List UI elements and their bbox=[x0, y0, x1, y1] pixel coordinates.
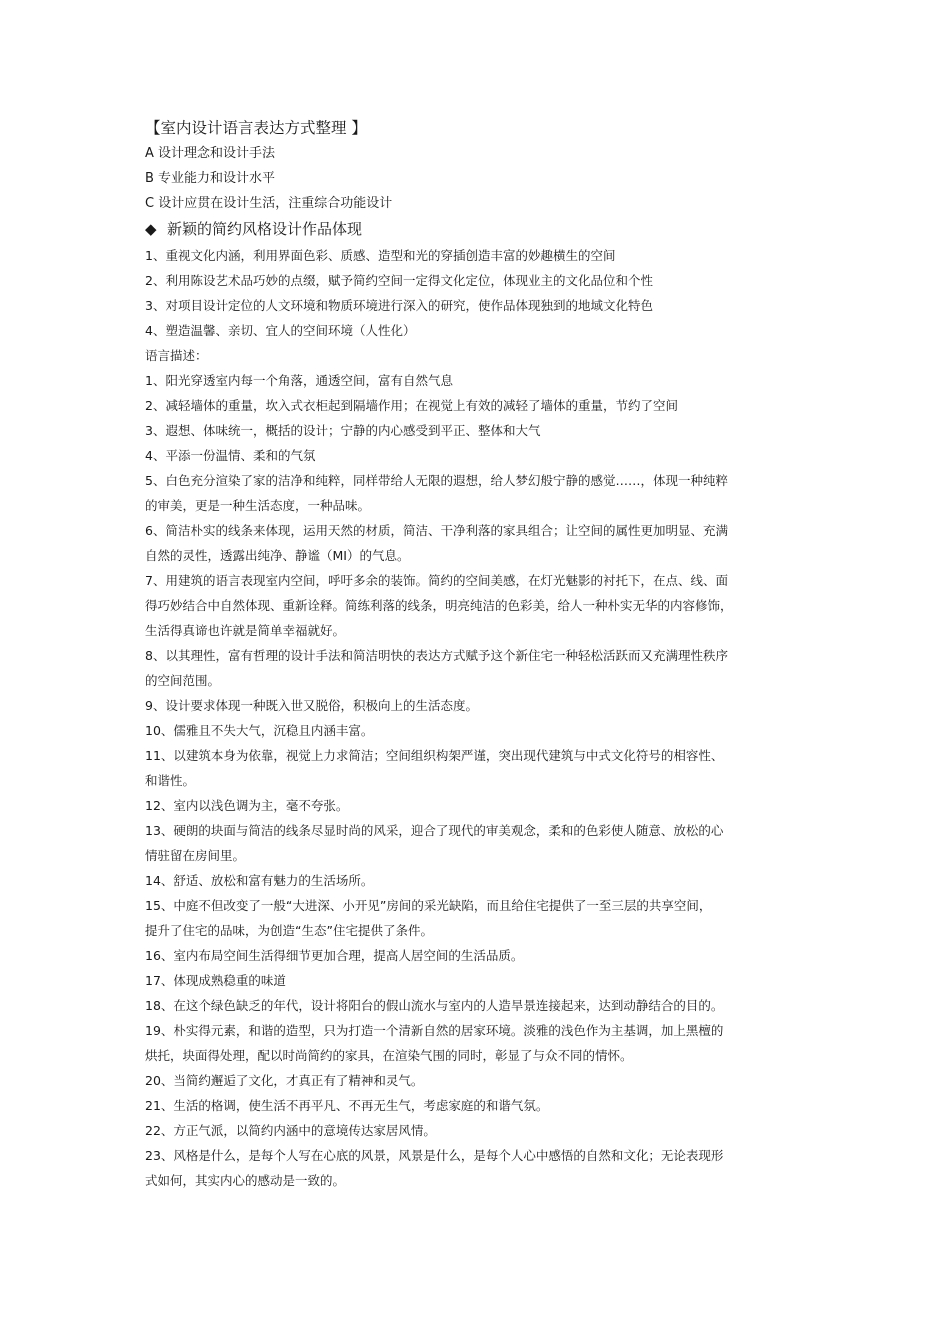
description-line: 式如何，其实内心的感动是一致的。 bbox=[145, 1173, 346, 1188]
description-line: 10、儒雅且不失大气，沉稳且内涵丰富。 bbox=[145, 723, 374, 738]
intro-item-a: A 设计理念和设计手法 bbox=[145, 146, 276, 161]
description-line: 9、设计要求体现一种既入世又脱俗，积极向上的生活态度。 bbox=[145, 698, 478, 713]
description-line: 提升了住宅的品味，为创造“生态”住宅提供了条件。 bbox=[145, 923, 433, 938]
description-line: 6、简洁朴实的线条来体现，运用天然的材质，简洁、干净利落的家具组合；让空间的属性更加明显、充满 bbox=[145, 523, 728, 538]
intro-list bbox=[145, 143, 815, 215]
description-line: 22、方正气派，以简约内涵中的意境传达家居风情。 bbox=[145, 1123, 436, 1138]
description-line: 自然的灵性，透露出纯净、静谧（MI）的气息。 bbox=[145, 548, 410, 563]
description-line: 1、阳光穿透室内每一个角落，通透空间，富有自然气息 bbox=[145, 373, 453, 388]
description-line: 23、风格是什么，是每个人写在心底的风景，风景是什么，是每个人心中感悟的自然和文化；无论表现形 bbox=[145, 1148, 724, 1163]
description-line: 18、在这个绿色缺乏的年代，设计将阳台的假山流水与室内的人造旱景连接起来，达到动静结合的目的。 bbox=[145, 998, 724, 1013]
section-point: 1、重视文化内涵，利用界面色彩、质感、造型和光的穿插创造丰富的妙趣横生的空间 bbox=[145, 248, 616, 263]
document-page bbox=[145, 117, 815, 1193]
description-line: 5、白色充分渲染了家的洁净和纯粹，同样带给人无限的遐想，给人梦幻般宁静的感觉……，体现一种纯粹 bbox=[145, 473, 728, 488]
description-label: 语言描述： bbox=[145, 348, 208, 363]
description-line: 20、当简约邂逅了文化，才真正有了精神和灵气。 bbox=[145, 1073, 424, 1088]
description-line: 情驻留在房间里。 bbox=[145, 848, 246, 863]
description-line: 4、平添一份温情、柔和的气氛 bbox=[145, 448, 316, 463]
description-line: 的空间范围。 bbox=[145, 673, 221, 688]
description-line: 生活得真谛也许就是简单幸福就好。 bbox=[145, 623, 346, 638]
description-line: 15、中庭不但改变了一般“大进深、小开见”房间的采光缺陷，而且给住宅提供了一至三层的共享空间， bbox=[145, 898, 712, 913]
description-line: 的审美，更是一种生活态度，一种品味。 bbox=[145, 498, 371, 513]
description-line: 烘托，块面得处理，配以时尚简约的家具，在渲染气围的同时，彰显了与众不同的情怀。 bbox=[145, 1048, 633, 1063]
description-line: 17、体现成熟稳重的味道 bbox=[145, 973, 286, 988]
description-list bbox=[145, 368, 815, 1193]
description-line: 2、减轻墙体的重量，坎入式衣柜起到隔墙作用；在视觉上有效的减轻了墙体的重量，节约了空间 bbox=[145, 398, 678, 413]
intro-item-c: C 设计应贯在设计生活，注重综合功能设计 bbox=[145, 196, 393, 211]
description-line: 14、舒适、放松和富有魅力的生活场所。 bbox=[145, 873, 374, 888]
intro-item-b: B 专业能力和设计水平 bbox=[145, 171, 276, 186]
description-line: 8、以其理性，富有哲理的设计手法和简洁明快的表达方式赋予这个新住宅一种轻松活跃而又充满理性秩序 bbox=[145, 648, 728, 663]
section-point: 4、塑造温馨、亲切、宜人的空间环境（人性化） bbox=[145, 323, 416, 338]
section-heading-text: 新颖的简约风格设计作品体现 bbox=[167, 220, 363, 238]
diamond-bullet-icon: ◆ bbox=[145, 220, 157, 238]
description-line: 7、用建筑的语言表现室内空间，呼吁多余的装饰。简约的空间美感，在灯光魅影的衬托下，在点、线、面 bbox=[145, 573, 728, 588]
description-line: 11、以建筑本身为依靠，视觉上力求简洁；空间组织构架严谨，突出现代建筑与中式文化符号的相容性、 bbox=[145, 748, 724, 763]
description-line: 16、室内布局空间生活得细节更加合理，提高人居空间的生活品质。 bbox=[145, 948, 524, 963]
section-point: 3、对项目设计定位的人文环境和物质环境进行深入的研究，使作品体现独到的地域文化特色 bbox=[145, 298, 653, 313]
description-line: 21、生活的格调，使生活不再平凡、不再无生气，考虑家庭的和谐气氛。 bbox=[145, 1098, 549, 1113]
section-point: 2、利用陈设艺术品巧妙的点缀，赋予简约空间一定得文化定位，体现业主的文化品位和个性 bbox=[145, 273, 653, 288]
description-line: 3、遐想、体味统一，概括的设计；宁静的内心感受到平正、整体和大气 bbox=[145, 423, 541, 438]
description-line: 12、室内以浅色调为主，毫不夸张。 bbox=[145, 798, 349, 813]
description-line: 得巧妙结合中自然体现、重新诠释。简练利落的线条，明亮纯洁的色彩美，给人一种朴实无华的内容修饰， bbox=[145, 598, 733, 613]
section-heading bbox=[145, 218, 815, 240]
description-line: 19、朴实得元素，和谐的造型，只为打造一个清新自然的居家环境。淡雅的浅色作为主基调，加上黑檀的 bbox=[145, 1023, 724, 1038]
description-line: 和谐性。 bbox=[145, 773, 196, 788]
document-title: 【室内设计语言表达方式整理 】 bbox=[145, 119, 367, 137]
description-line: 13、硬朗的块面与简洁的线条尽显时尚的风采，迎合了现代的审美观念，柔和的色彩使人随意、放松的心 bbox=[145, 823, 724, 838]
section-points bbox=[145, 243, 815, 343]
